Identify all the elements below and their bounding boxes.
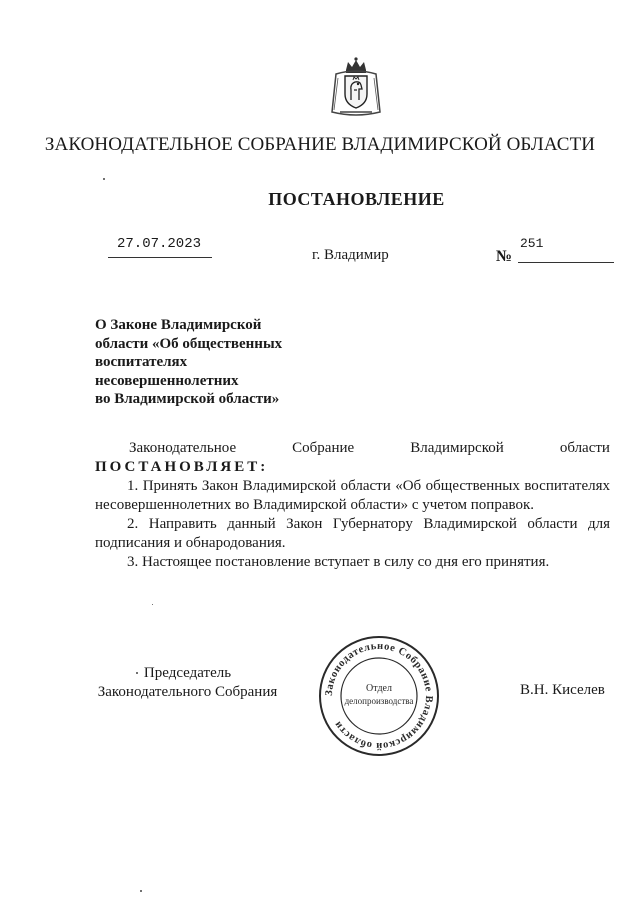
preamble-word: Законодательное	[129, 440, 237, 456]
stamp-ring-text: Законодательное Собрание Владимирской области	[323, 640, 435, 752]
document-type-title: ПОСТАНОВЛЕНИЕ	[268, 189, 445, 209]
scan-speck	[140, 890, 142, 892]
stamp-center-line: Отдел	[366, 683, 392, 694]
document-body	[95, 439, 610, 572]
scan-speck	[103, 178, 105, 180]
date-underline	[108, 257, 212, 258]
decree-item: 2. Направить данный Закон Губернатору Владимирской области для подписания и обнародования.	[95, 516, 610, 551]
office-stamp-icon	[317, 634, 441, 758]
signatory-name: В.Н. Киселев	[520, 682, 605, 698]
subject-line: воспитателях	[95, 354, 188, 370]
number-sign: №	[496, 248, 513, 265]
subject-line: О Законе Владимирской	[95, 317, 262, 333]
preamble-word: области	[559, 440, 610, 456]
signatory-title-line: Председатель	[143, 665, 232, 681]
preamble	[95, 439, 610, 458]
decree-verb: ПОСТАНОВЛЯЕТ:	[95, 459, 269, 475]
signatory-title-line: Законодательного Собрания	[97, 684, 278, 700]
preamble-word: Владимирской	[410, 440, 504, 456]
organization-title: ЗАКОНОДАТЕЛЬНОЕ СОБРАНИЕ ВЛАДИМИРСКОЙ ОБЛАСТИ	[44, 134, 596, 155]
subject-line: области «Об общественных	[95, 335, 283, 352]
number-underline	[518, 262, 614, 263]
decree-item: 3. Настоящее постановление вступает в силу со дня его принятия.	[127, 554, 550, 570]
document-date: 27.07.2023	[117, 236, 202, 252]
document-subject	[95, 316, 315, 409]
document-city: г. Владимир	[312, 247, 389, 263]
decree-item: 1. Принять Закон Владимирской области «Об общественных воспитателях несовершеннолетних во Владимирской области» с учетом поправок.	[95, 478, 610, 513]
scan-speck	[152, 604, 153, 605]
stamp-center-line: делопроизводства	[344, 696, 414, 706]
document-number: 251	[520, 236, 544, 251]
coat-of-arms-icon	[328, 56, 384, 118]
scan-speck	[136, 672, 138, 674]
subject-line: во Владимирской области»	[95, 391, 280, 407]
subject-line: несовершеннолетних	[95, 372, 239, 389]
preamble-word: Собрание	[292, 440, 355, 456]
signatory-title	[95, 664, 280, 702]
